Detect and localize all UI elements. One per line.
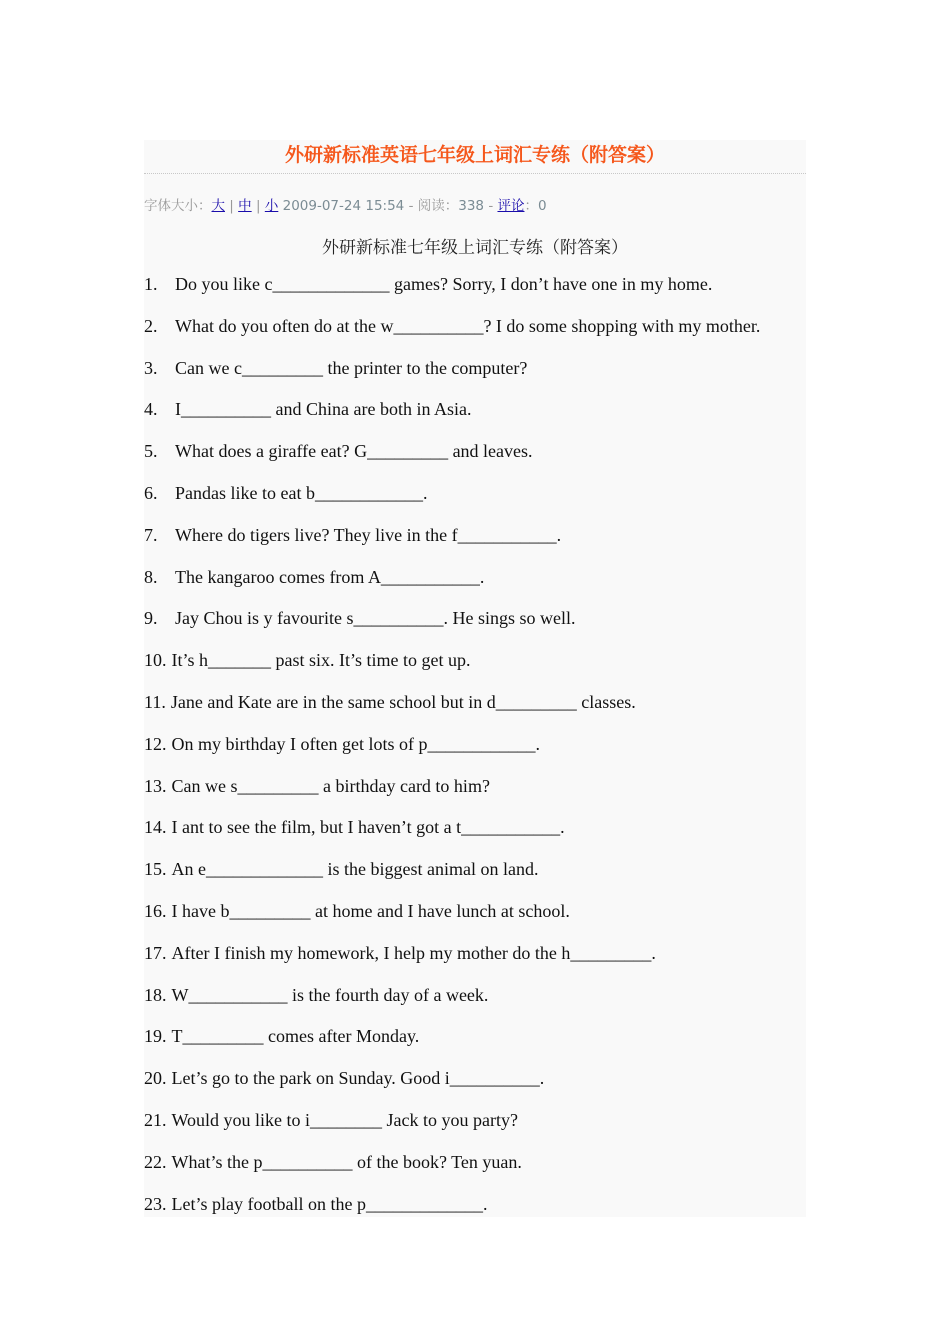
question-number: 2.: [144, 315, 158, 336]
question-item: [144, 943, 760, 985]
question-number: 23.: [144, 1193, 167, 1214]
question-number: 9.: [144, 608, 158, 629]
question-item: [144, 859, 760, 901]
question-item: [144, 567, 760, 609]
question-item: [144, 650, 760, 692]
article-panel: [144, 140, 806, 1217]
question-text: Let’s go to the park on Sunday. Good i__________.: [171, 1068, 545, 1089]
question-number: 21.: [144, 1109, 167, 1130]
meta-separator: |: [229, 198, 234, 214]
comments-count: 0: [537, 198, 547, 214]
question-text: Can we s_________ a birthday card to him?: [171, 775, 490, 796]
comments-colon: ：: [524, 198, 538, 214]
question-number: 12.: [144, 733, 167, 754]
question-number: 5.: [144, 441, 158, 462]
question-item: [144, 985, 760, 1027]
question-item: [144, 734, 760, 776]
question-item: [144, 274, 760, 316]
question-number: 16.: [144, 900, 167, 921]
question-item: [144, 1026, 760, 1068]
font-size-large-link[interactable]: 大: [211, 198, 225, 214]
question-item: [144, 1152, 760, 1194]
question-number: 6.: [144, 482, 158, 503]
question-number: 3.: [144, 357, 158, 378]
question-text: I__________ and China are both in Asia.: [175, 399, 472, 420]
question-item: [144, 692, 760, 734]
question-number: 22.: [144, 1151, 167, 1172]
question-number: 19.: [144, 1026, 167, 1047]
font-size-small-link[interactable]: 小: [264, 198, 279, 214]
question-number: 4.: [144, 399, 158, 420]
question-number: 13.: [144, 775, 167, 796]
reads-label: 阅读：: [417, 198, 459, 214]
question-number: 18.: [144, 984, 167, 1005]
reads-count: 338: [458, 198, 485, 214]
question-text: Do you like c_____________ games? Sorry, I don’t have one in my home.: [175, 274, 713, 294]
question-text: What’s the p__________ of the book? Ten yuan.: [171, 1151, 522, 1172]
question-item: [144, 358, 760, 400]
question-item: [144, 1068, 760, 1110]
question-item: [144, 1194, 760, 1236]
question-text: Let’s play football on the p_____________.: [171, 1193, 488, 1214]
question-item: [144, 316, 760, 358]
comments-link[interactable]: 评论: [497, 198, 525, 214]
question-item: [144, 525, 760, 567]
article-subtitle: 外研新标准七年级上词汇专练（附答案）: [322, 238, 628, 258]
font-size-label: 字体大小：: [144, 198, 212, 214]
question-text: Pandas like to eat b____________.: [175, 482, 428, 503]
question-text: An e_____________ is the biggest animal on land.: [171, 859, 539, 880]
question-number: 10.: [144, 650, 167, 671]
article-meta: [144, 194, 547, 214]
question-text: W___________ is the fourth day of a week.: [171, 984, 489, 1005]
question-number: 11.: [144, 691, 166, 712]
question-text: I have b_________ at home and I have lunch at school.: [171, 900, 570, 921]
question-number: 14.: [144, 817, 167, 838]
question-number: 8.: [144, 566, 158, 587]
font-size-medium-link[interactable]: 中: [238, 198, 252, 214]
question-text: What does a giraffe eat? G_________ and leaves.: [175, 441, 533, 462]
question-text: It’s h_______ past six. It’s time to get up.: [171, 650, 471, 671]
question-number: 1.: [144, 274, 158, 294]
meta-dash: -: [408, 198, 414, 214]
question-number: 20.: [144, 1068, 167, 1089]
question-item: [144, 776, 760, 818]
article-title: 外研新标准英语七年级上词汇专练（附答案）: [144, 140, 806, 174]
question-item: [144, 483, 760, 525]
publish-date: 2009-07-24 15:54: [282, 198, 405, 214]
question-item: [144, 1110, 760, 1152]
question-text: I ant to see the film, but I haven’t got a t___________.: [171, 817, 565, 838]
question-text: Where do tigers live? They live in the f___________.: [175, 524, 562, 545]
question-text: Can we c_________ the printer to the computer?: [175, 357, 528, 378]
question-text: On my birthday I often get lots of p____________.: [171, 733, 540, 754]
question-text: After I finish my homework, I help my mother do the h_________.: [171, 942, 656, 963]
question-list: [144, 274, 760, 1235]
question-text: T_________ comes after Monday.: [171, 1026, 420, 1047]
question-item: [144, 901, 760, 943]
meta-dash: -: [488, 198, 494, 214]
question-text: The kangaroo comes from A___________.: [175, 566, 485, 587]
question-text: Jay Chou is y favourite s__________. He sings so well.: [175, 608, 576, 629]
question-item: [144, 817, 760, 859]
question-text: What do you often do at the w__________? I do some shopping with my mother.: [175, 315, 761, 336]
question-item: [144, 399, 760, 441]
question-number: 15.: [144, 859, 167, 880]
meta-separator: |: [255, 198, 261, 214]
question-number: 17.: [144, 942, 167, 963]
question-text: Would you like to i________ Jack to you party?: [171, 1109, 518, 1130]
question-item: [144, 441, 760, 483]
question-number: 7.: [144, 524, 158, 545]
question-text: Jane and Kate are in the same school but in d_________ classes.: [170, 691, 636, 712]
question-item: [144, 608, 760, 650]
